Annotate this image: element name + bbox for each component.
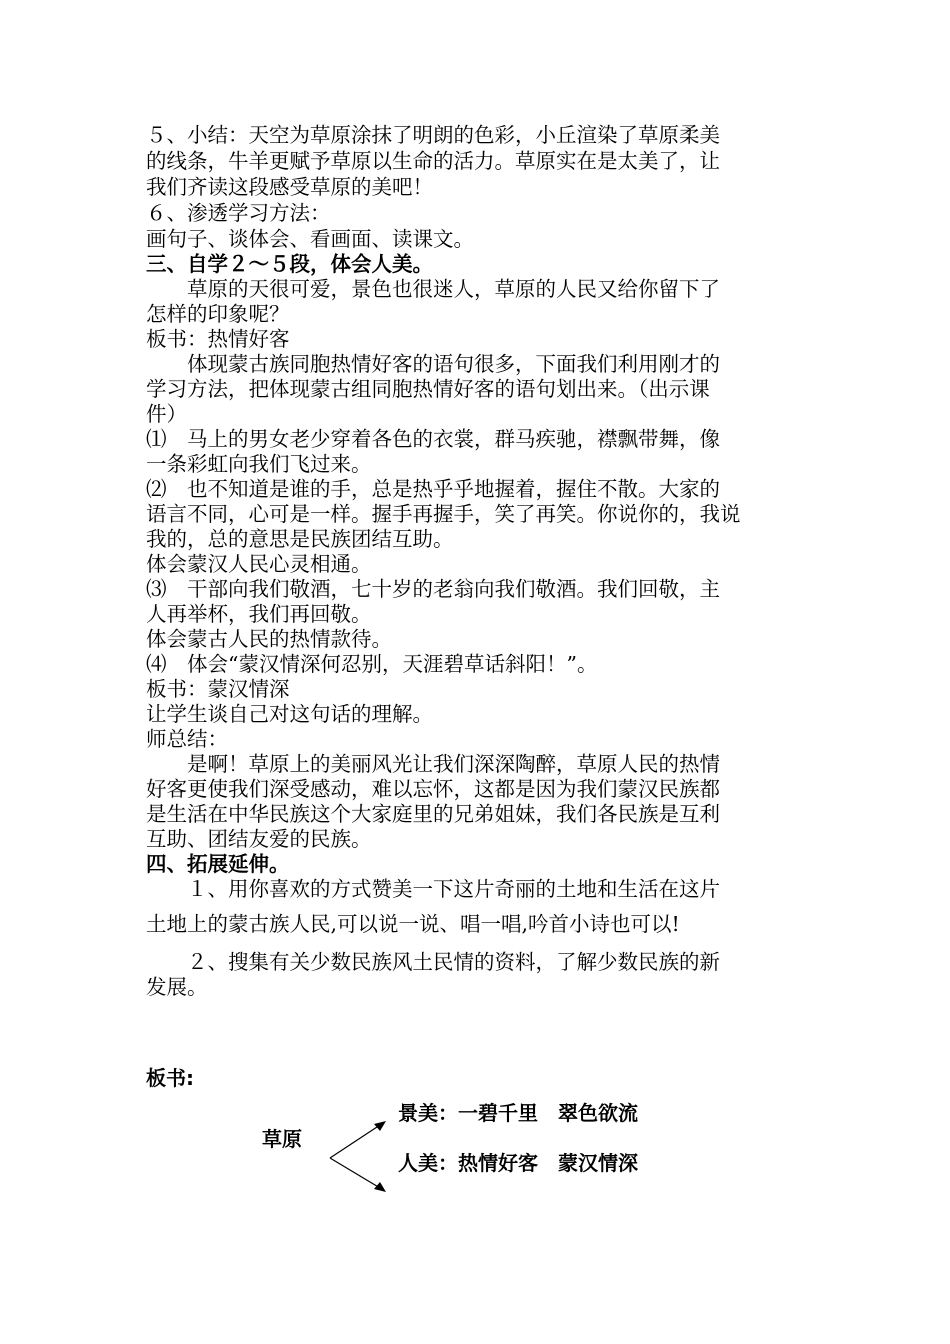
text-line: 体会蒙汉人民心灵相通。 [146,552,372,576]
text-line: ⑵ 也不知道是谁的手，总是热乎乎地握着，握住不散。大家的 [146,477,720,501]
text-line: 学习方法，把体现蒙古组同胞热情好客的语句划出来。（出示课 [146,377,710,401]
text-line: 互助、团结友爱的民族。 [146,827,372,851]
text-line: 体现蒙古族同胞热情好客的语句很多，下面我们利用刚才的 [146,352,720,376]
text-line: ⑶ 干部向我们敬酒，七十岁的老翁向我们敬酒。我们回敬，主 [146,577,720,601]
text-line: 师总结： [146,727,228,751]
arrow-line-bottom [330,1158,380,1188]
text-line: 我的，总的意思是民族团结互助。 [146,527,454,551]
text-line: ⑴ 马上的男女老少穿着各色的衣裳，群马疾驰，襟飘带舞，像 [146,427,720,451]
text-line: １、用你喜欢的方式赞美一下这片奇丽的土地和生活在这片 [146,877,720,901]
section-heading: 三、自学２～５段，体会人美。 [146,252,433,276]
text-line: 体会蒙古人民的热情款待。 [146,627,392,651]
blackboard-branch-top: 景美：一碧千里 翠色欲流 [398,1101,638,1125]
text-line: 草原的天很可爱，景色也很迷人，草原的人民又给你留下了 [146,277,720,301]
text-line: ５、小结：天空为草原涂抹了明朗的色彩，小丘渲染了草原柔美 [146,123,720,147]
text-line: 发展。 [146,975,208,999]
section-heading: 四、拓展延伸。 [146,852,290,876]
text-line: 让学生谈自己对这句话的理解。 [146,702,433,726]
text-line: 一条彩虹向我们飞过来。 [146,452,372,476]
text-line: 板书：蒙汉情深 [146,677,290,701]
text-line: 我们齐读这段感受草原的美吧！ [146,175,433,199]
arrow-head-top [374,1121,386,1131]
text-line: 是生活在中华民族这个大家庭里的兄弟姐妹，我们各民族是互利 [146,802,720,826]
arrow-line-top [330,1125,380,1158]
text-line: 件） [146,402,187,426]
text-line: 人再举杯，我们再回敬。 [146,602,372,626]
blackboard-title: 板书: [146,1066,194,1090]
blackboard-center: 草原 [262,1127,302,1151]
text-line: 语言不同，心可是一样。握手再握手，笑了再笑。你说你的，我说 [146,502,741,526]
text-line: 的线条，牛羊更赋予草原以生命的活力。草原实在是太美了，让 [146,149,720,173]
arrow-head-bottom [374,1182,386,1192]
text-line: 板书：热情好客 [146,327,290,351]
blackboard-branch-bottom: 人美：热情好客 蒙汉情深 [398,1151,638,1175]
text-line: ２、搜集有关少数民族风土民情的资料，了解少数民族的新 [146,950,720,974]
text-line: 怎样的印象呢？ [146,302,290,326]
text-line: ６、渗透学习方法： [146,201,331,225]
text-line: ⑷ 体会“蒙汉情深何忍别，天涯碧草话斜阳！”。 [146,652,598,676]
text-line: 土地上的蒙古族人民,可以说一说、唱一唱,吟首小诗也可以! [146,912,680,936]
text-line: 是啊！草原上的美丽风光让我们深深陶醉，草原人民的热情 [146,752,720,776]
text-line: 好客更使我们深受感动，难以忘怀，这都是因为我们蒙汉民族都 [146,777,720,801]
text-line: 画句子、谈体会、看画面、读课文。 [146,227,474,251]
